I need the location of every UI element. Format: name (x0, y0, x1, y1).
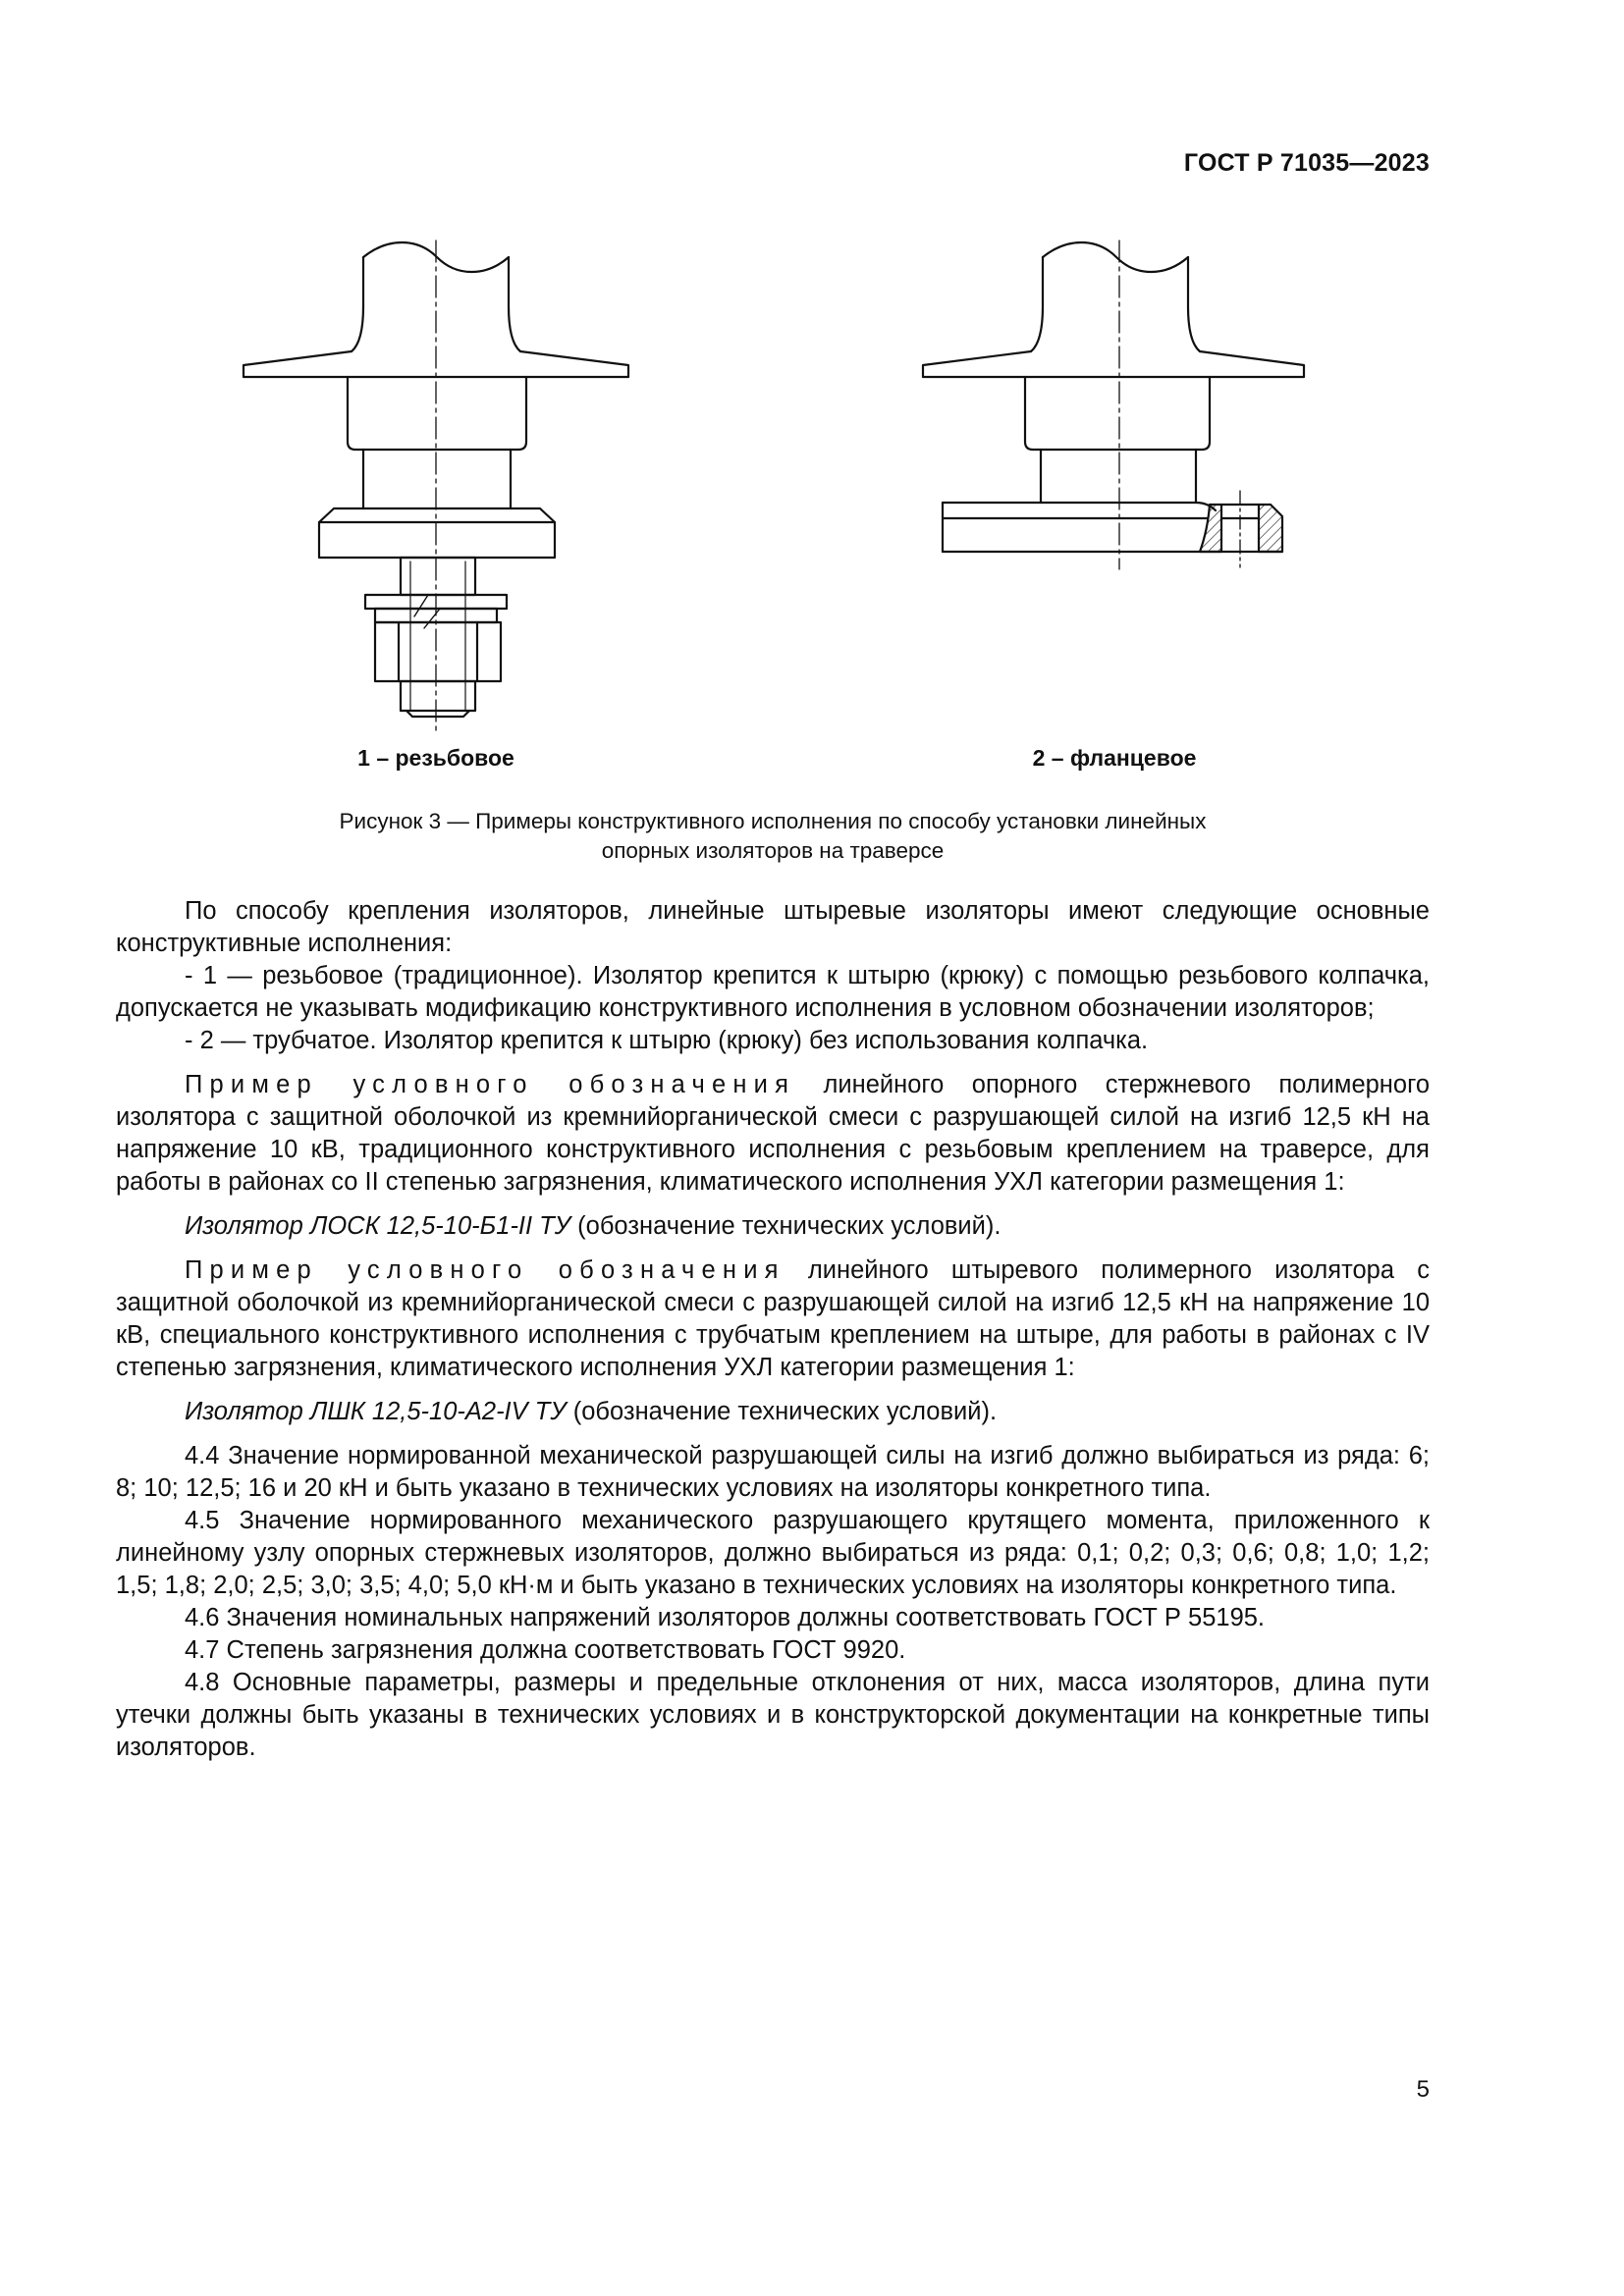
document-code-header: ГОСТ Р 71035—2023 (1183, 149, 1430, 177)
figure-caption-line-2: опорных изоляторов на траверсе (601, 838, 945, 863)
example-2-lead: Пример условного обозначения (185, 1256, 785, 1284)
figure-caption-line-1: Рисунок 3 — Примеры конструктивного исполнения по способу установки линейных (339, 809, 1207, 833)
figure-subcaption-flanged: 2 – фланцевое (1032, 745, 1197, 771)
page-number: 5 (1416, 2076, 1430, 2103)
example-1-paragraph (116, 1069, 1430, 1199)
example-2-designation (116, 1396, 1430, 1428)
example-1-designation (116, 1210, 1430, 1243)
figure-3-drawing (0, 0, 1624, 785)
clause-4-8: 4.8 Основные параметры, размеры и предельные отклонения от них, масса изоляторов, длина пути утечки должны быть указаны в технических условиях и в конструкторской документации на конкретные типы изоляторов. (116, 1669, 1430, 1761)
example-1-lead: Пример условного обозначения (185, 1071, 796, 1098)
document-body (116, 895, 1430, 1764)
clause-4-4: 4.4 Значение нормированной механической разрушающей силы на изгиб должно выбираться из ряда: 6; 8; 10; 12,5; 16 и 20 кН и быть указано в технических условиях на изоляторы конкретного типа. (116, 1442, 1430, 1502)
paragraph-fastening-methods: По способу крепления изоляторов, линейные штыревые изоляторы имеют следующие основные конструктивные исполнения: (116, 897, 1430, 957)
figure-subcaption-threaded: 1 – резьбовое (357, 745, 514, 771)
threaded-insulator-drawing (244, 240, 628, 731)
flanged-insulator-drawing (923, 240, 1304, 569)
example-2-paragraph (116, 1255, 1430, 1384)
figure-caption (0, 807, 1545, 866)
list-item-tubular: - 2 — трубчатое. Изолятор крепится к штырю (крюку) без использования колпачка. (185, 1027, 1149, 1054)
example-2-code: Изолятор ЛШК 12,5-10-А2-IV ТУ (185, 1398, 567, 1425)
clause-4-7: 4.7 Степень загрязнения должна соответствовать ГОСТ 9920. (185, 1636, 906, 1664)
list-item-threaded: - 1 — резьбовое (традиционное). Изолятор крепится к штырю (крюку) с помощью резьбового колпачка, допускается не указывать модификацию конструктивного исполнения в условном обозначении изоляторов; (116, 962, 1430, 1022)
example-1-code-note: (обозначение технических условий). (570, 1212, 1001, 1240)
example-2-code-note: (обозначение технических условий). (566, 1398, 998, 1425)
clause-4-5: 4.5 Значение нормированного механического разрушающего крутящего момента, приложенного к линейному узлу опорных стержневых изоляторов, должно выбираться из ряда: 0,1; 0,2; 0,3; 0,6; 0,8; 1,0; 1,2; 1,5; 1,8; 2,0; 2,5; 3,0; 3,5; 4,0; 5,0 кН·м и быть указано в технических условиях на изоляторы конкретного типа. (116, 1507, 1430, 1599)
example-2-text: линейного штыревого полимерного изолятора с защитной оболочкой из кремнийорганической смеси с разрушающей силой на изгиб 12,5 кН на напряжение 10 кВ, специального конструктивного исполнения с трубчатым креплением на штыре, для работы в районах с IV степенью загрязнения, климатического исполнения УХЛ категории размещения 1: (116, 1256, 1430, 1381)
example-1-code: Изолятор ЛОСК 12,5-10-Б1-II ТУ (185, 1212, 571, 1240)
clause-4-6: 4.6 Значения номинальных напряжений изоляторов должны соответствовать ГОСТ Р 55195. (185, 1604, 1266, 1631)
example-1-text: линейного опорного стержневого полимерного изолятора с защитной оболочкой из кремнийорганической смеси с разрушающей силой на изгиб 12,5 кН на напряжение 10 кВ, традиционного конструктивного исполнения с резьбовым креплением на траверсе, для работы в районах со II степенью загрязнения, климатического исполнения УХЛ категории размещения 1: (116, 1071, 1430, 1196)
